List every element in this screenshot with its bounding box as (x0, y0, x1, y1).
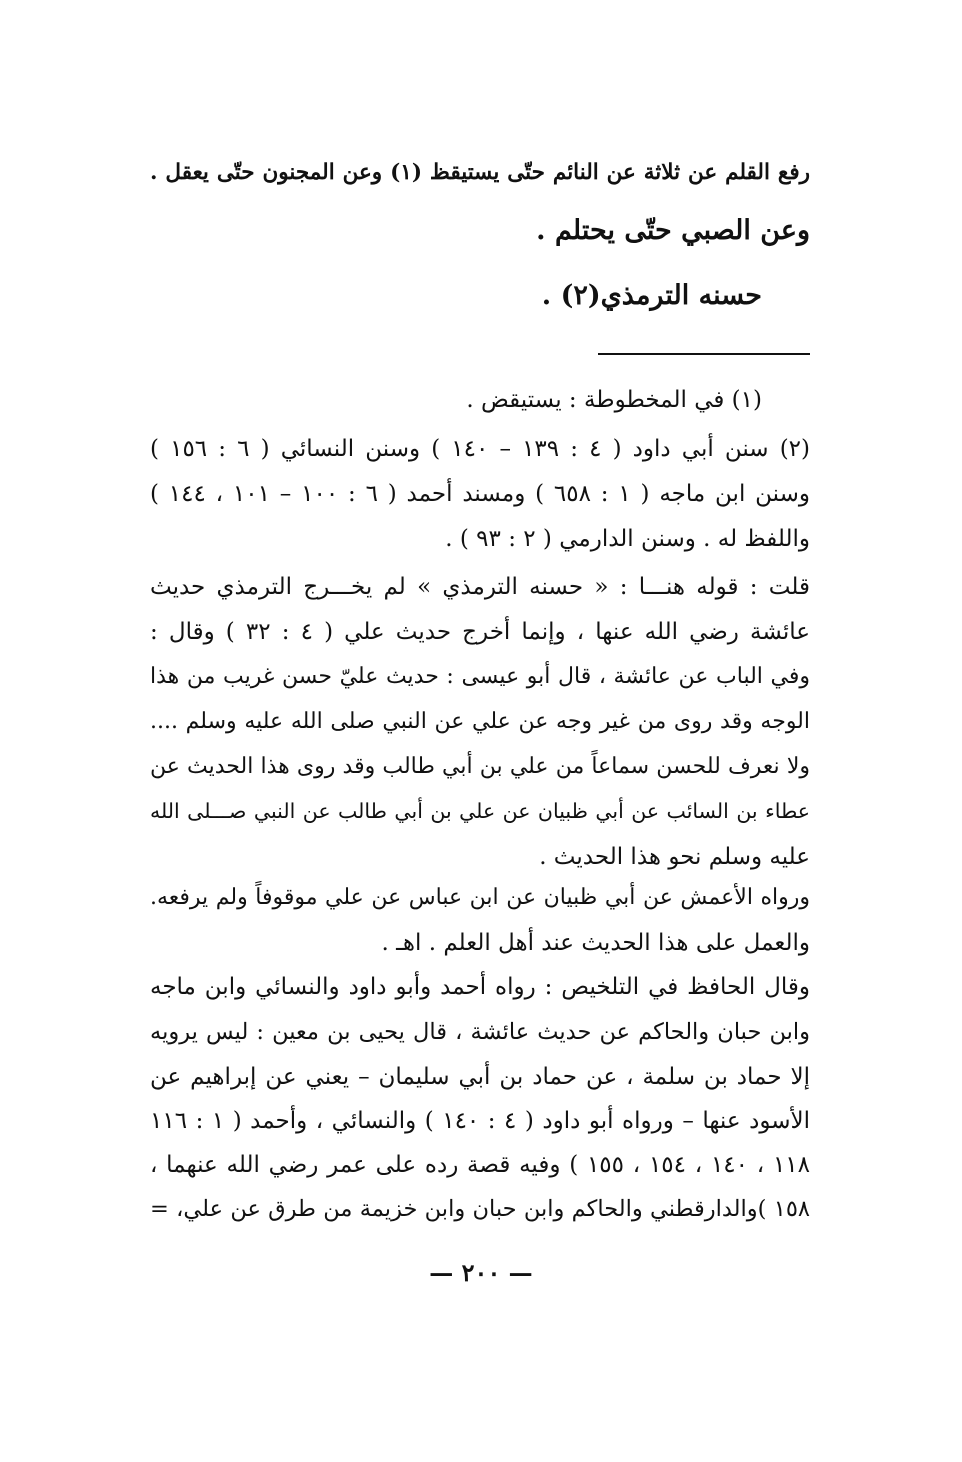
main-text-line-1: رفع القلم عن ثلاثة عن النائم حتّى يستيقظ (١) وعن المجنون حتّى يعقل . (150, 160, 810, 185)
hafiz-line-6: ١٥٨ )والدارقطني والحاكم وابن حبان وابن خزيمة من طرق عن علي، = (150, 1196, 810, 1222)
comment-line-7: عليه وسلم نحو هذا الحديث . (539, 844, 810, 870)
comment-line-3: وفي الباب عن عائشة ، قال أبو عيسى : حديث عليّ حسن غريب من هذا (150, 664, 810, 689)
page-number: — ٢٠٠ — (429, 1258, 533, 1287)
footnote-2-line-1: (٢) سنن أبي داود ( ٤ : ١٣٩ – ١٤٠ ) وسنن النسائي ( ٦ : ١٥٦ ) (150, 436, 811, 462)
main-text-line-2: وعن الصبي حتّى يحتلم . (536, 215, 810, 246)
hafiz-line-5: ١١٨ ، ١٤٠ ، ١٥٤ ، ١٥٥ ) وفيه قصة رده على عمر رضي الله عنهما ، (150, 1152, 810, 1178)
hafiz-line-1: وقال الحافظ في التلخيص : رواه أحمد وأبو داود والنسائي وابن ماجه (150, 974, 810, 1000)
comment-line-6: عطاء بن السائب عن أبي ظبيان عن علي بن أبي طالب عن النبي صـــلى الله (150, 799, 810, 823)
amash-line-1: ورواه الأعمش عن أبي ظبيان عن ابن عباس عن علي موقوفاً ولم يرفعه. (150, 885, 810, 910)
hafiz-line-3: إلا حماد بن سلمة ، عن حماد بن أبي سليمان – يعني عن إبراهيم عن (150, 1064, 810, 1090)
hafiz-line-4: الأسود عنها – ورواه أبو داود ( ٤ : ١٤٠ ) والنسائي ، وأحمد ( ١ : ١١٦ (150, 1108, 810, 1134)
footnote-1: (١) في المخطوطة : يستيقض . (466, 387, 762, 413)
footnote-separator (598, 353, 810, 355)
grading-line: حسنه الترمذي(٢) . (541, 280, 762, 311)
amash-line-2: والعمل على هذا الحديث عند أهل العلم . اهـ . (381, 930, 810, 956)
comment-line-1: قلت : قوله هنـــا : « حسنه الترمذي » لم يخـــرج الترمذي حديث (150, 574, 810, 600)
comment-line-2: عائشة رضي الله عنها ، وإنما أخرج حديث علي ( ٤ : ٣٢ ) وقال : (150, 619, 811, 645)
footnote-2-line-3: واللفظ له . وسنن الدارمي ( ٢ : ٩٣ ) . (445, 526, 810, 552)
hafiz-line-2: وابن حبان والحاكم عن حديث عائشة ، قال يحيى بن معين : ليس يرويه (150, 1019, 810, 1045)
comment-line-4: الوجه وقد روى من غير وجه عن علي عن النبي صلى الله عليه وسلم .... (150, 709, 810, 734)
comment-line-5: ولا نعرف للحسن سماعاً من علي بن أبي طالب وقد روى هذا الحديث عن (150, 754, 810, 779)
footnote-2-line-2: وسنن ابن ماجه ( ١ : ٦٥٨ ) ومسند أحمد ( ٦ : ١٠٠ – ١٠١ ، ١٤٤ ) (150, 481, 810, 507)
